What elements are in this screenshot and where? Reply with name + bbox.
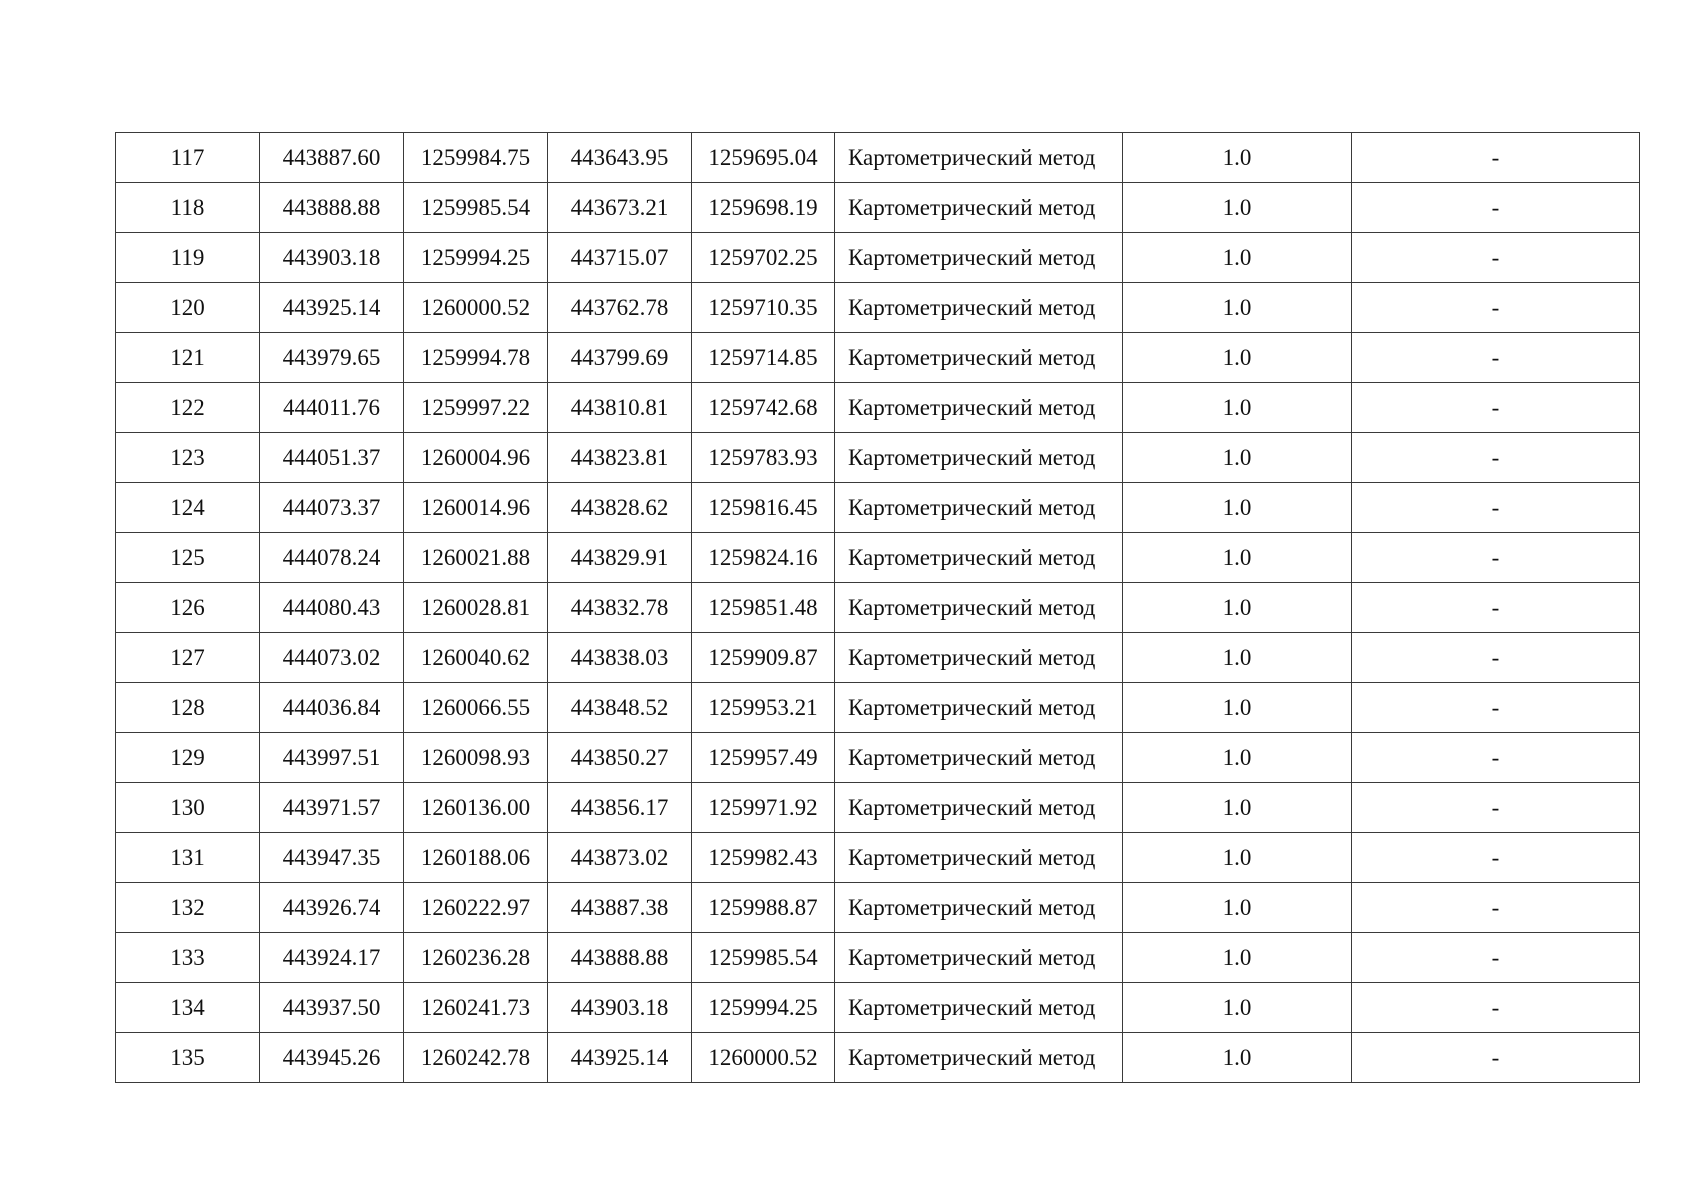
existing-y-cell: 1260188.06 xyxy=(404,833,548,883)
existing-y-cell: 1260242.78 xyxy=(404,1033,548,1083)
new-y-cell: 1259994.25 xyxy=(692,983,835,1033)
point-number-cell: 128 xyxy=(116,683,260,733)
point-number-cell: 126 xyxy=(116,583,260,633)
method-cell: Картометрический метод xyxy=(835,583,1123,633)
existing-y-cell: 1260021.88 xyxy=(404,533,548,583)
description-cell: - xyxy=(1352,1033,1640,1083)
table-row xyxy=(116,583,1640,633)
description-cell: - xyxy=(1352,433,1640,483)
new-x-cell: 443856.17 xyxy=(548,783,692,833)
description-cell: - xyxy=(1352,583,1640,633)
table-row xyxy=(116,133,1640,183)
existing-y-cell: 1259985.54 xyxy=(404,183,548,233)
point-number-cell: 117 xyxy=(116,133,260,183)
description-cell: - xyxy=(1352,633,1640,683)
description-cell: - xyxy=(1352,833,1640,883)
table-row xyxy=(116,983,1640,1033)
point-number-cell: 119 xyxy=(116,233,260,283)
existing-x-cell: 443887.60 xyxy=(260,133,404,183)
point-number-cell: 125 xyxy=(116,533,260,583)
method-cell: Картометрический метод xyxy=(835,383,1123,433)
existing-y-cell: 1259994.25 xyxy=(404,233,548,283)
existing-y-cell: 1260000.52 xyxy=(404,283,548,333)
existing-x-cell: 444051.37 xyxy=(260,433,404,483)
point-number-cell: 118 xyxy=(116,183,260,233)
new-y-cell: 1259985.54 xyxy=(692,933,835,983)
existing-x-cell: 444073.37 xyxy=(260,483,404,533)
accuracy-cell: 1.0 xyxy=(1123,233,1352,283)
point-number-cell: 135 xyxy=(116,1033,260,1083)
table-row xyxy=(116,433,1640,483)
table-row xyxy=(116,533,1640,583)
table-row xyxy=(116,883,1640,933)
existing-x-cell: 443926.74 xyxy=(260,883,404,933)
existing-y-cell: 1260222.97 xyxy=(404,883,548,933)
method-cell: Картометрический метод xyxy=(835,1033,1123,1083)
new-x-cell: 443823.81 xyxy=(548,433,692,483)
new-y-cell: 1259783.93 xyxy=(692,433,835,483)
new-y-cell: 1259824.16 xyxy=(692,533,835,583)
new-x-cell: 443887.38 xyxy=(548,883,692,933)
existing-y-cell: 1260014.96 xyxy=(404,483,548,533)
new-y-cell: 1260000.52 xyxy=(692,1033,835,1083)
description-cell: - xyxy=(1352,883,1640,933)
coordinates-table xyxy=(115,132,1640,1083)
existing-x-cell: 443971.57 xyxy=(260,783,404,833)
new-y-cell: 1259988.87 xyxy=(692,883,835,933)
new-x-cell: 443832.78 xyxy=(548,583,692,633)
existing-x-cell: 444080.43 xyxy=(260,583,404,633)
description-cell: - xyxy=(1352,233,1640,283)
existing-y-cell: 1260236.28 xyxy=(404,933,548,983)
table-row xyxy=(116,333,1640,383)
new-y-cell: 1259698.19 xyxy=(692,183,835,233)
method-cell: Картометрический метод xyxy=(835,283,1123,333)
accuracy-cell: 1.0 xyxy=(1123,333,1352,383)
accuracy-cell: 1.0 xyxy=(1123,133,1352,183)
existing-x-cell: 443924.17 xyxy=(260,933,404,983)
method-cell: Картометрический метод xyxy=(835,183,1123,233)
existing-x-cell: 444011.76 xyxy=(260,383,404,433)
new-x-cell: 443903.18 xyxy=(548,983,692,1033)
existing-x-cell: 443925.14 xyxy=(260,283,404,333)
new-y-cell: 1259971.92 xyxy=(692,783,835,833)
existing-y-cell: 1260098.93 xyxy=(404,733,548,783)
new-x-cell: 443810.81 xyxy=(548,383,692,433)
method-cell: Картометрический метод xyxy=(835,433,1123,483)
new-x-cell: 443925.14 xyxy=(548,1033,692,1083)
accuracy-cell: 1.0 xyxy=(1123,483,1352,533)
point-number-cell: 130 xyxy=(116,783,260,833)
method-cell: Картометрический метод xyxy=(835,783,1123,833)
new-y-cell: 1259851.48 xyxy=(692,583,835,633)
description-cell: - xyxy=(1352,983,1640,1033)
existing-y-cell: 1260004.96 xyxy=(404,433,548,483)
accuracy-cell: 1.0 xyxy=(1123,733,1352,783)
existing-x-cell: 443947.35 xyxy=(260,833,404,883)
existing-y-cell: 1260136.00 xyxy=(404,783,548,833)
point-number-cell: 120 xyxy=(116,283,260,333)
existing-y-cell: 1260066.55 xyxy=(404,683,548,733)
method-cell: Картометрический метод xyxy=(835,833,1123,883)
method-cell: Картометрический метод xyxy=(835,933,1123,983)
table-row xyxy=(116,633,1640,683)
description-cell: - xyxy=(1352,283,1640,333)
description-cell: - xyxy=(1352,383,1640,433)
description-cell: - xyxy=(1352,933,1640,983)
point-number-cell: 121 xyxy=(116,333,260,383)
point-number-cell: 123 xyxy=(116,433,260,483)
method-cell: Картометрический метод xyxy=(835,733,1123,783)
new-x-cell: 443829.91 xyxy=(548,533,692,583)
new-y-cell: 1259957.49 xyxy=(692,733,835,783)
new-y-cell: 1259953.21 xyxy=(692,683,835,733)
method-cell: Картометрический метод xyxy=(835,683,1123,733)
point-number-cell: 131 xyxy=(116,833,260,883)
accuracy-cell: 1.0 xyxy=(1123,433,1352,483)
new-x-cell: 443673.21 xyxy=(548,183,692,233)
accuracy-cell: 1.0 xyxy=(1123,283,1352,333)
accuracy-cell: 1.0 xyxy=(1123,883,1352,933)
point-number-cell: 127 xyxy=(116,633,260,683)
new-x-cell: 443838.03 xyxy=(548,633,692,683)
method-cell: Картометрический метод xyxy=(835,983,1123,1033)
new-y-cell: 1259742.68 xyxy=(692,383,835,433)
existing-y-cell: 1260028.81 xyxy=(404,583,548,633)
point-number-cell: 133 xyxy=(116,933,260,983)
existing-x-cell: 444073.02 xyxy=(260,633,404,683)
description-cell: - xyxy=(1352,683,1640,733)
new-x-cell: 443873.02 xyxy=(548,833,692,883)
method-cell: Картометрический метод xyxy=(835,133,1123,183)
accuracy-cell: 1.0 xyxy=(1123,933,1352,983)
method-cell: Картометрический метод xyxy=(835,233,1123,283)
existing-y-cell: 1260241.73 xyxy=(404,983,548,1033)
description-cell: - xyxy=(1352,783,1640,833)
new-x-cell: 443762.78 xyxy=(548,283,692,333)
accuracy-cell: 1.0 xyxy=(1123,983,1352,1033)
table-row xyxy=(116,383,1640,433)
accuracy-cell: 1.0 xyxy=(1123,633,1352,683)
table-row xyxy=(116,683,1640,733)
accuracy-cell: 1.0 xyxy=(1123,1033,1352,1083)
table-row xyxy=(116,733,1640,783)
table-row xyxy=(116,183,1640,233)
new-y-cell: 1259702.25 xyxy=(692,233,835,283)
table-row xyxy=(116,483,1640,533)
existing-x-cell: 444036.84 xyxy=(260,683,404,733)
existing-y-cell: 1260040.62 xyxy=(404,633,548,683)
description-cell: - xyxy=(1352,183,1640,233)
table-row xyxy=(116,1033,1640,1083)
table-row xyxy=(116,933,1640,983)
new-y-cell: 1259714.85 xyxy=(692,333,835,383)
description-cell: - xyxy=(1352,333,1640,383)
table-row xyxy=(116,283,1640,333)
new-x-cell: 443848.52 xyxy=(548,683,692,733)
new-x-cell: 443850.27 xyxy=(548,733,692,783)
new-x-cell: 443888.88 xyxy=(548,933,692,983)
description-cell: - xyxy=(1352,533,1640,583)
point-number-cell: 134 xyxy=(116,983,260,1033)
method-cell: Картометрический метод xyxy=(835,633,1123,683)
existing-x-cell: 443903.18 xyxy=(260,233,404,283)
table-row xyxy=(116,233,1640,283)
new-y-cell: 1259816.45 xyxy=(692,483,835,533)
new-x-cell: 443799.69 xyxy=(548,333,692,383)
point-number-cell: 132 xyxy=(116,883,260,933)
method-cell: Картометрический метод xyxy=(835,533,1123,583)
accuracy-cell: 1.0 xyxy=(1123,683,1352,733)
new-y-cell: 1259909.87 xyxy=(692,633,835,683)
existing-x-cell: 443888.88 xyxy=(260,183,404,233)
accuracy-cell: 1.0 xyxy=(1123,383,1352,433)
point-number-cell: 124 xyxy=(116,483,260,533)
new-x-cell: 443643.95 xyxy=(548,133,692,183)
table-body xyxy=(116,133,1640,1083)
new-y-cell: 1259710.35 xyxy=(692,283,835,333)
existing-x-cell: 443945.26 xyxy=(260,1033,404,1083)
method-cell: Картометрический метод xyxy=(835,483,1123,533)
method-cell: Картометрический метод xyxy=(835,883,1123,933)
existing-x-cell: 444078.24 xyxy=(260,533,404,583)
description-cell: - xyxy=(1352,483,1640,533)
accuracy-cell: 1.0 xyxy=(1123,833,1352,883)
new-x-cell: 443715.07 xyxy=(548,233,692,283)
new-y-cell: 1259695.04 xyxy=(692,133,835,183)
existing-y-cell: 1259984.75 xyxy=(404,133,548,183)
description-cell: - xyxy=(1352,733,1640,783)
existing-x-cell: 443997.51 xyxy=(260,733,404,783)
accuracy-cell: 1.0 xyxy=(1123,183,1352,233)
new-x-cell: 443828.62 xyxy=(548,483,692,533)
point-number-cell: 122 xyxy=(116,383,260,433)
table-row xyxy=(116,783,1640,833)
point-number-cell: 129 xyxy=(116,733,260,783)
accuracy-cell: 1.0 xyxy=(1123,583,1352,633)
existing-x-cell: 443937.50 xyxy=(260,983,404,1033)
description-cell: - xyxy=(1352,133,1640,183)
table-row xyxy=(116,833,1640,883)
existing-x-cell: 443979.65 xyxy=(260,333,404,383)
new-y-cell: 1259982.43 xyxy=(692,833,835,883)
method-cell: Картометрический метод xyxy=(835,333,1123,383)
existing-y-cell: 1259994.78 xyxy=(404,333,548,383)
existing-y-cell: 1259997.22 xyxy=(404,383,548,433)
accuracy-cell: 1.0 xyxy=(1123,783,1352,833)
accuracy-cell: 1.0 xyxy=(1123,533,1352,583)
